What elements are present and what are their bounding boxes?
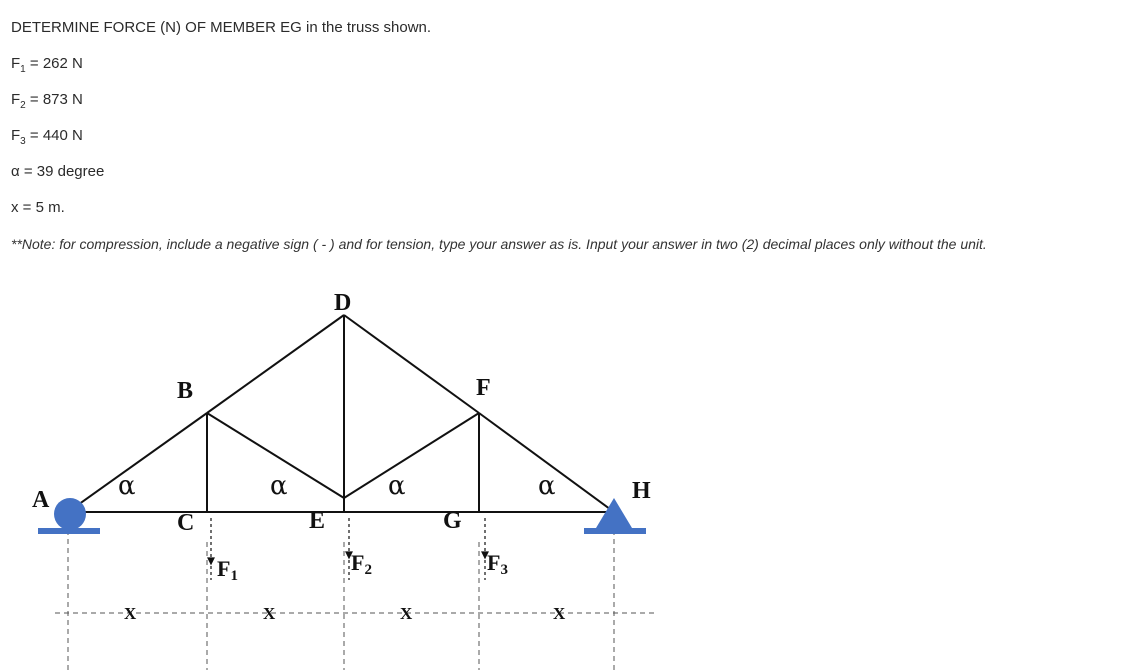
pin-roller-circle [54,498,86,530]
alpha-label-4: α [538,471,556,501]
truss-diagram [0,280,1140,670]
alpha-label-3: α [388,471,406,501]
load-f3-sub: 3 [500,562,508,578]
f2-value: = 873 N [25,91,83,108]
f1-value: = 262 N [25,55,83,72]
member-bd [207,315,344,413]
f3-subscript: 3 [20,136,26,147]
f2-subscript: 2 [20,100,26,111]
support-a-base [38,528,100,534]
f3-value: = 440 N [25,127,83,144]
note-text: **Note: for compression, include a negative sign ( - ) and for tension, type your answer as is. Input your answer in two (2) decimal places only without the unit. [11,236,987,252]
f1-arrow-head [208,558,214,564]
joint-label-a: A [32,487,50,513]
load-f3-symbol: F [487,550,501,575]
member-df [344,315,479,413]
force-f3-line [11,127,83,147]
alpha-line: α = 39 degree [11,163,105,180]
joint-label-e: E [309,508,326,534]
f1-subscript: 1 [20,64,26,75]
joint-label-g: G [443,508,462,534]
member-ef [344,413,479,498]
load-f1-symbol: F [217,556,231,581]
f3-symbol: F [11,127,21,144]
f1-symbol: F [11,55,21,72]
member-ab [68,413,207,512]
joint-label-d: D [334,290,352,316]
load-f2-symbol: F [351,550,365,575]
support-h-base [584,528,646,534]
problem-title: DETERMINE FORCE (N) OF MEMBER EG in the truss shown. [11,19,432,36]
alpha-label-1: α [118,471,136,501]
f2-symbol: F [11,91,21,108]
load-f1-sub: 1 [230,568,238,584]
joint-label-h: H [632,478,651,504]
force-f1-line [11,55,83,75]
load-label-f1 [217,556,238,584]
joint-label-f: F [476,375,491,401]
dimension-label-2: X [263,604,276,623]
force-f2-line [11,91,83,111]
dimension-label-3: X [400,604,413,623]
x-line: x = 5 m. [11,199,65,216]
truss-members [68,315,614,512]
alpha-label-2: α [270,471,288,501]
joint-label-b: B [177,378,194,404]
load-label-f2 [351,550,372,578]
load-f2-sub: 2 [364,562,372,578]
load-label-f3 [487,550,508,578]
joint-label-c: C [177,510,195,536]
dimension-label-1: X [124,604,137,623]
dimension-label-4: X [553,604,566,623]
